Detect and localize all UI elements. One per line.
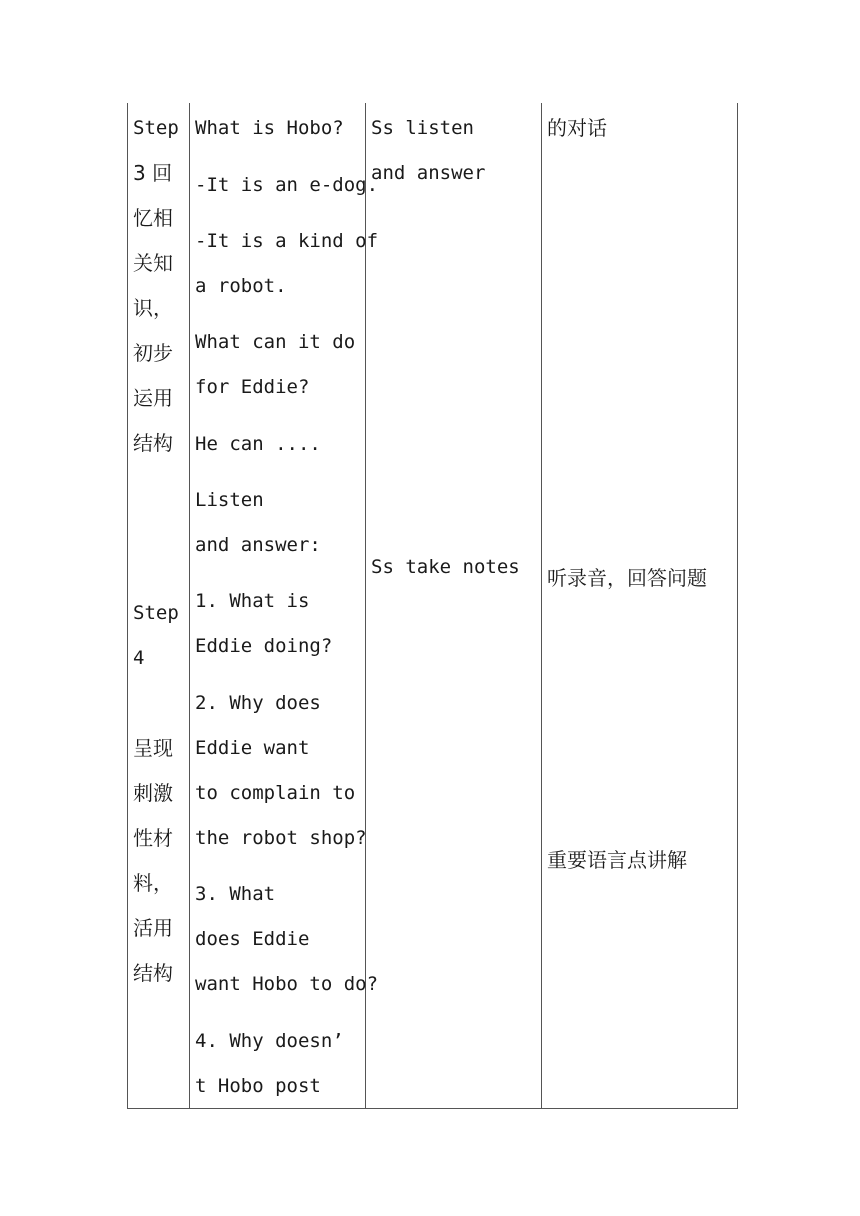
content-line: He can .... <box>195 433 321 455</box>
content-line: What is Hobo? <box>195 117 344 139</box>
step-line: 4 <box>133 647 145 669</box>
step-line: 呈现 <box>133 736 173 760</box>
content-line: Eddie want <box>195 737 310 759</box>
step-line: 结构 <box>133 961 173 985</box>
content-line: Eddie doing? <box>195 635 333 657</box>
step-line: 忆相 <box>133 206 173 230</box>
step-line: 料， <box>133 871 173 895</box>
step-line: 性材 <box>133 826 173 850</box>
content-line: a robot. <box>195 275 287 297</box>
content-line: t Hobo post <box>195 1075 321 1097</box>
content-line: -It is a kind of <box>195 230 379 252</box>
content-line: Listen <box>195 489 264 511</box>
content-line: 1. What is <box>195 590 310 612</box>
content-line: and answer: <box>195 534 321 556</box>
purpose-line: 重要语言点讲解 <box>547 848 687 872</box>
content-line: 2. Why does <box>195 692 321 714</box>
step-line: 刺激 <box>133 781 173 805</box>
table-left-border <box>127 103 128 1109</box>
step-line: Step <box>133 602 179 624</box>
content-line: the robot shop? <box>195 827 367 849</box>
step-line: 运用 <box>133 386 173 410</box>
step-line: 初步 <box>133 341 173 365</box>
content-line: to complain to <box>195 782 356 804</box>
column-divider-1 <box>189 103 190 1109</box>
step-line: Step <box>133 117 179 139</box>
content-line: does Eddie <box>195 928 310 950</box>
step-line: 3 回 <box>133 161 173 185</box>
activity-line: Ss listen <box>371 117 474 139</box>
step-line: 活用 <box>133 916 173 940</box>
step-line: 关知 <box>133 251 173 275</box>
step-line: 识， <box>133 296 173 320</box>
table-right-border <box>737 103 738 1109</box>
activity-line: Ss take notes <box>371 556 520 578</box>
content-line: 4. Why doesn’ <box>195 1030 344 1052</box>
content-line: want Hobo to do? <box>195 973 379 995</box>
column-divider-2 <box>365 103 366 1109</box>
content-line: What can it do <box>195 331 356 353</box>
activity-line: and answer <box>371 162 486 184</box>
step-line: 结构 <box>133 431 173 455</box>
content-line: 3. What <box>195 883 276 905</box>
table-bottom-border <box>127 1108 738 1109</box>
purpose-line: 的对话 <box>547 116 607 140</box>
content-line: for Eddie? <box>195 376 310 398</box>
column-divider-3 <box>541 103 542 1109</box>
content-line: -It is an e-dog. <box>195 174 379 196</box>
purpose-line: 听录音，回答问题 <box>547 566 707 590</box>
